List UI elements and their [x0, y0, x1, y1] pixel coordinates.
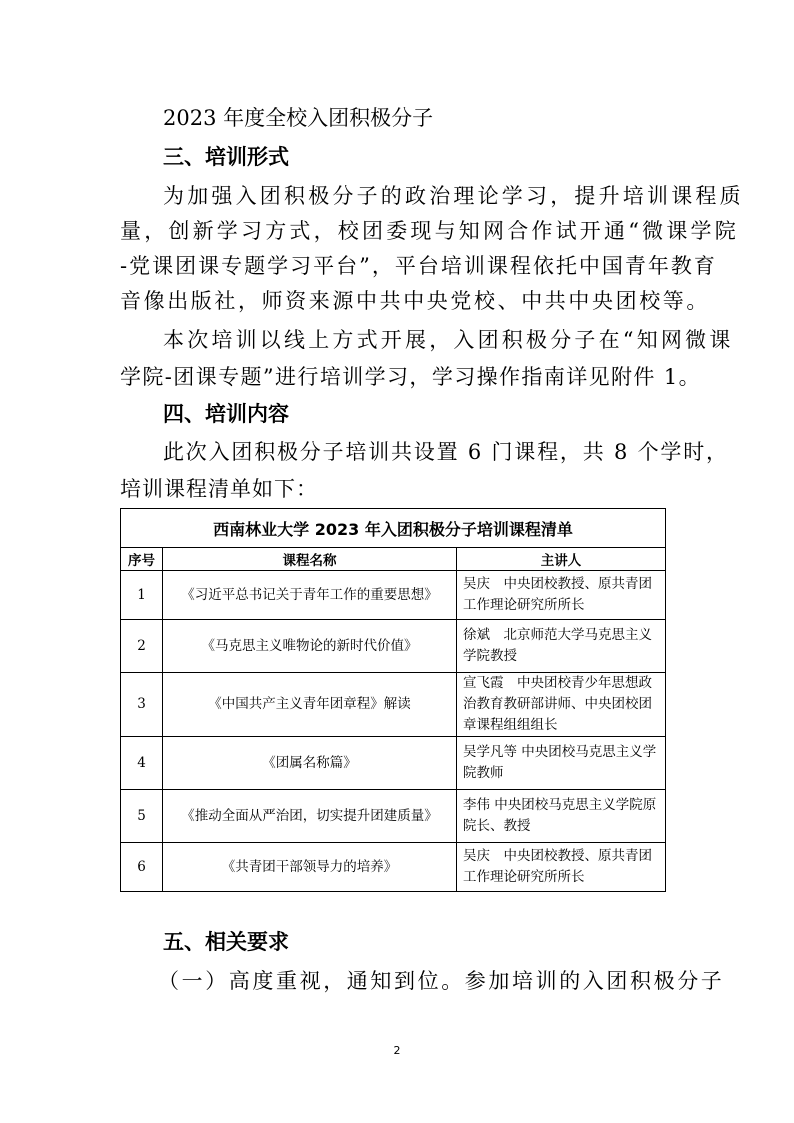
section-heading-5: 五、相关要求 [163, 930, 289, 954]
intro-line: 2023 年度全校入团积极分子 [163, 106, 434, 130]
table-row [121, 620, 666, 673]
course-name: 《习近平总书记关于青年工作的重要思想》 [163, 571, 457, 620]
table-row [121, 737, 666, 790]
table-title: 西南林业大学 2023 年入团积极分子培训课程清单 [121, 509, 666, 548]
row-number: 5 [121, 790, 163, 843]
lecturer: 吴学凡等 中央团校马克思主义学院教师 [457, 737, 666, 790]
header-course-name: 课程名称 [163, 548, 457, 571]
course-name: 《团属名称篇》 [163, 737, 457, 790]
paragraph-3-line-2: 培训课程清单如下： [120, 477, 318, 501]
paragraph-2-line-1: 本次培训以线上方式开展，入团积极分子在“知网微课 [163, 328, 734, 352]
paragraph-1-line-3: -党课团课专题学习平台”，平台培训课程依托中国青年教育 [120, 254, 717, 278]
row-number: 4 [121, 737, 163, 790]
paragraph-1-line-2: 量，创新学习方式，校团委现与知网合作试开通“微课学院 [120, 219, 739, 243]
paragraph-3-line-1: 此次入团积极分子培训共设置 6 门课程，共 8 个学时， [163, 440, 729, 464]
lecturer: 宣飞霞 中央团校青少年思想政治教育教研部讲师、中央团校团章课程组组组长 [457, 673, 666, 737]
section-heading-3: 三、培训形式 [163, 145, 289, 169]
course-name: 《推动全面从严治团，切实提升团建质量》 [163, 790, 457, 843]
header-number: 序号 [121, 548, 163, 571]
course-name: 《中国共产主义青年团章程》解读 [163, 673, 457, 737]
paragraph-2-line-2: 学院-团课专题”进行培训学习，学习操作指南详见附件 1。 [120, 365, 702, 389]
paragraph-4-line-1: （一）高度重视，通知到位。参加培训的入团积极分子 [158, 969, 725, 993]
lecturer: 李伟 中央团校马克思主义学院原院长、教授 [457, 790, 666, 843]
course-name: 《共青团干部领导力的培养》 [163, 843, 457, 892]
table-row [121, 843, 666, 892]
header-lecturer: 主讲人 [457, 548, 666, 571]
row-number: 2 [121, 620, 163, 673]
page-number: 2 [393, 1044, 401, 1057]
section-heading-4: 四、培训内容 [163, 402, 289, 426]
lecturer: 徐斌 北京师范大学马克思主义学院教授 [457, 620, 666, 673]
lecturer: 吴庆 中央团校教授、原共青团工作理论研究所所长 [457, 843, 666, 892]
row-number: 3 [121, 673, 163, 737]
paragraph-1-line-4: 音像出版社，师资来源中共中央党校、中共中央团校等。 [120, 289, 710, 313]
table-row [121, 790, 666, 843]
course-name: 《马克思主义唯物论的新时代价值》 [163, 620, 457, 673]
paragraph-1-line-1: 为加强入团积极分子的政治理论学习，提升培训课程质 [163, 184, 744, 208]
row-number: 6 [121, 843, 163, 892]
table-row [121, 673, 666, 737]
row-number: 1 [121, 571, 163, 620]
lecturer: 吴庆 中央团校教授、原共青团工作理论研究所所长 [457, 571, 666, 620]
table-row [121, 571, 666, 620]
course-list-table [120, 508, 666, 892]
